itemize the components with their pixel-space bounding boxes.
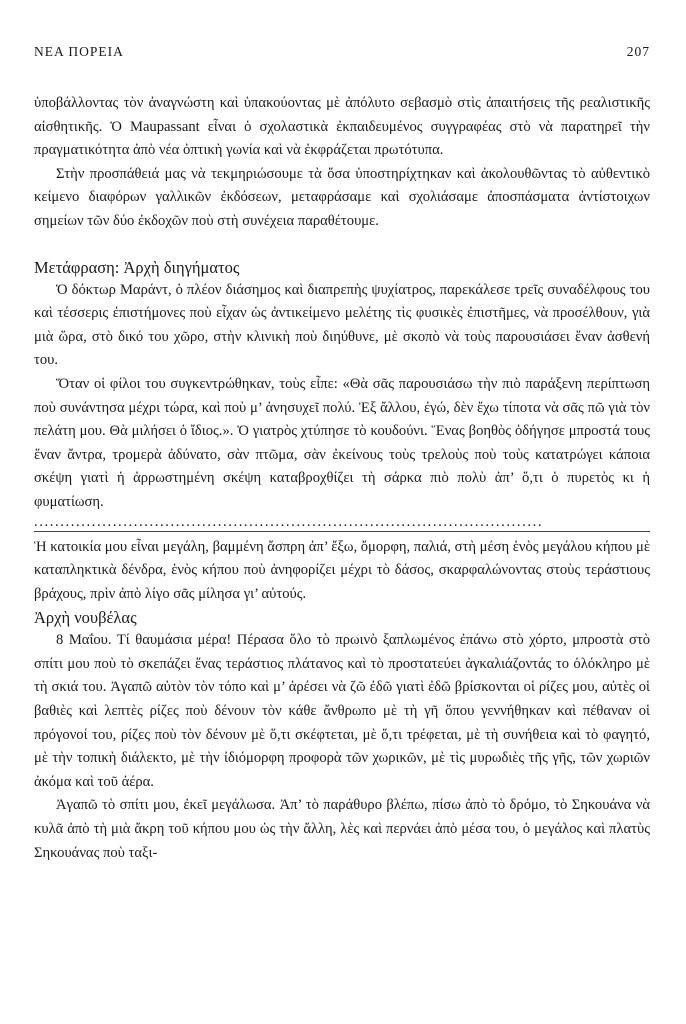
section-heading-translation: Μετάφραση: Ἀρχὴ διηγήματος [34,257,240,277]
novella-paragraph: Ἀγαπῶ τὸ σπίτι μου, ἐκεῖ μεγάλωσα. Ἀπ’ τὸ παράθυρο βλέπω, πίσω ἀπὸ τὸ δρόμο, τὸ Σηκουάνα νὰ κυλᾶ ἀπὸ τὴ μιὰ ἄκρη τοῦ κήπου μου ὡς τὴν ἄλλη, λὲς καὶ περνάει ἀπὸ μέσα του, ὁ μεγάλος καὶ πλατὺς Σηκουάνας ποὺ ταξι- [34,797,650,861]
intro-paragraph: ὑποβάλλοντας τὸν ἀναγνώστη καὶ ὑπακούοντας μὲ ἀπόλυτο σεβασμὸ στὶς ἀπαιτήσεις τῆς ρεαλιστικῆς αἰσθητικῆς. Ὁ Maupassant εἶναι ὁ σχολαστικὰ ἐκπαιδευμένος συγγραφέας στὸ νὰ παρατηρεῖ τὴν πραγματικότητα ἀπὸ νέα ὀπτικὴ γωνία καὶ νὰ ἐκφράζεται πρωτότυπα. [34,95,650,159]
running-header [34,44,650,60]
ellipsis-separator: ................................................................................................. [34,514,544,530]
novella-paragraph: 8 Μαΐου. Τί θαυμάσια μέρα! Πέρασα ὅλο τὸ πρωινὸ ξαπλωμένος ἐπάνω στὸ χόρτο, μπροστὰ στὸ σπίτι μου ποὺ τὸ σκεπάζει ἕνας τεράστιος πλάτανος καὶ τὸ προστατεύει ἀγκαλιάζοντάς το ὁλόκληρο μὲ τὴ σκιά του. Ἀγαπῶ αὐτὸν τὸν τόπο καὶ μ’ ἀρέσει νὰ ζῶ ἐδῶ γιατὶ ἐδῶ βρίσκονται οἱ ρίζες μου, αὐτὲς οἱ βαθιὲς καὶ λεπτὲς ρίζες ποὺ δένουν τὸν κάθε ἄνθρωπο μὲ τὴ γῆ ὅπου γεννήθηκαν καὶ πέθαναν οἱ πρόγονοί του, ρίζες ποὺ τὸν δένουν μὲ ὅ,τι σκέφτεται, μὲ ὅ,τι τρέφεται, μὲ τὴ συνήθεια καὶ τὸ φαγητό, μὲ τὴν τοπικὴ διάλεκτο, μὲ τὴν ἰδιόμορφη προφορὰ τῶν χωρικῶν, μὲ τὶς μυρωδιὲς τῆς γῆς, τῶν χωριῶν ἀκόμα καὶ τοῦ ἀέρα. [34,632,650,790]
section-heading-novella: Ἀρχὴ νουβέλας [34,608,137,628]
intro-paragraph: Στὴν προσπάθειά μας νὰ τεκμηριώσουμε τὰ ὅσα ὑποστηρίχτηκαν καὶ ἀκολουθῶντας τὸ αὐθεντικὸ κείμενο διαφόρων γαλλικῶν ἐκδόσεων, μεταφράσαμε καὶ σχολιάσαμε ἀποσπάσματα ἀντίστοιχων σημείων τῶν δύο ἐκδοχῶν ποὺ στὴ συνέχεια παραθέτουμε. [34,165,650,229]
translation-paragraph: Ἡ κατοικία μου εἶναι μεγάλη, βαμμένη ἄσπρη ἀπ’ ἔξω, ὄμορφη, παλιά, στὴ μέση ἑνὸς μεγάλου κήπου μὲ καταπληκτικὰ δένδρα, ἑνὸς κήπου ποὺ ἀνηφορίζει μέχρι τὸ δάσος, σκαρφαλώνοντας στοὺς τεράστιους βράχους, πρὶν ἀπὸ λίγο σᾶς μίλησα γι’ αὐτούς. [34,538,650,602]
journal-title: ΝΕΑ ΠΟΡΕΙΑ [34,44,124,59]
translation-paragraph: Ὁ δόκτωρ Μαράντ, ὁ πλέον διάσημος καὶ διαπρεπὴς ψυχίατρος, παρεκάλεσε τρεῖς συναδέλφους του καὶ τέσσερις ἐπιστήμονες ποὺ εἶχαν ὡς ἀντικείμενο μελέτης τὶς φυσικὲς ἐπιστῆμες, νὰ προσέλθουν, γιὰ μιὰ ὥρα, στὸ δικό του χῶρο, στὴν κλινικὴ ποὺ διηύθυνε, μὲ σκοπὸ νὰ τοὺς παρουσιάσει ἕναν ἀσθενή του. [34,281,650,369]
horizontal-rule [34,531,650,532]
main-text [34,92,650,865]
page-number: 207 [626,44,650,59]
translation-paragraph: Ὅταν οἱ φίλοι του συγκεντρώθηκαν, τοὺς εἶπε: «Θὰ σᾶς παρουσιάσω τὴν πιὸ παράξενη περίπτωση ποὺ συνάντησα μέχρι τώρα, καὶ ποὺ μ’ ἀνησυχεῖ πολύ. Ἐξ ἄλλου, ἐγώ, δὲν ἔχω τίποτα νὰ σᾶς πῶ γιὰ τὸν πελάτη μου. Θὰ μιλήσει ὁ ἴδιος.». Ὁ γιατρὸς χτύπησε τὸ κουδούνι. Ἕνας βοηθὸς ὁδήγησε μπροστά τους ἕναν ἄντρα, τρομερὰ ἀδύνατο, σὰν πτῶμα, σὰν ἐκείνους τοὺς τρελοὺς ποὺ τοὺς κατατρώγει κάποια σκέψη γιατὶ ἡ ἀρρωστημένη σκέψη καταβροχθίζει τὴ σάρκα πιὸ πολὺ ἀπ’ ὅ,τι ὁ πυρετὸς κι ἡ φυματίωση. [34,375,650,510]
